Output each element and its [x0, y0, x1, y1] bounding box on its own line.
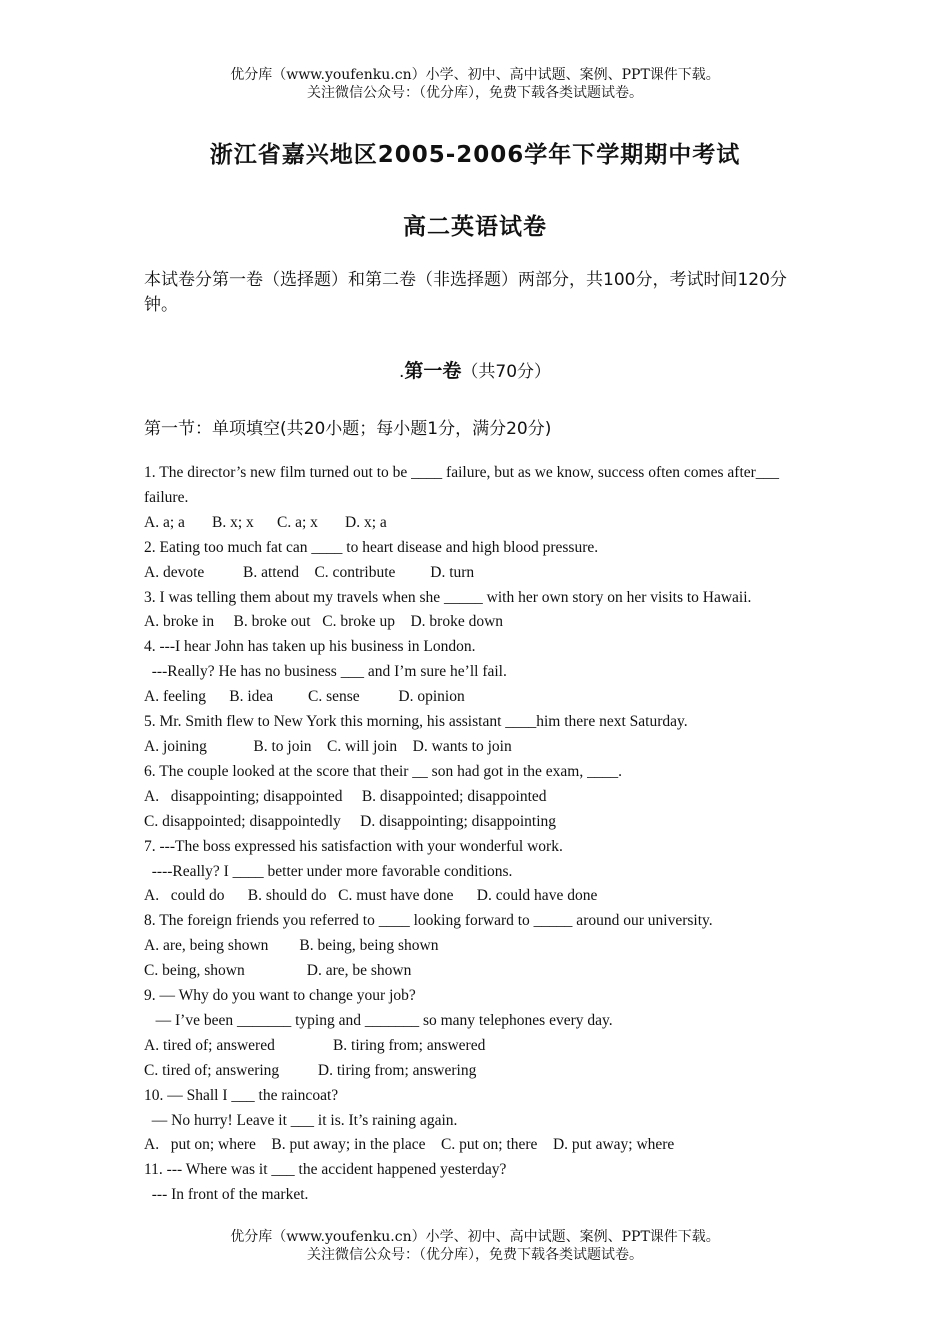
page-footer: [0, 1228, 950, 1264]
section-heading: 第一节：单项填空(共20小题；每小题1分，满分20分): [144, 419, 552, 439]
options-line: A. are, being shown B. being, being shown: [144, 937, 439, 955]
options-line: A. put on; where B. put away; in the place C. put on; there D. put away; where: [144, 1136, 675, 1154]
page-header: [0, 66, 950, 102]
options-line: A. broke in B. broke out C. broke up D. broke down: [144, 613, 504, 631]
question-line: 6. The couple looked at the score that their __ son had got in the exam, ____.: [144, 762, 622, 780]
question-line: — No hurry! Leave it ___ it is. It’s raining again.: [144, 1111, 458, 1129]
header-line-1: 优分库（www.youfenku.cn）小学、初中、高中试题、案例、PPT课件下载。: [230, 67, 720, 83]
part-heading: [0, 356, 950, 383]
footer-line-2: 关注微信公众号：（优分库），免费下载各类试题试卷。: [307, 1247, 643, 1263]
options-line: A. devote B. attend C. contribute D. turn: [144, 563, 475, 581]
question-line: 11. --- Where was it ___ the accident happened yesterday?: [144, 1161, 507, 1179]
question-list: [144, 461, 814, 1208]
exam-subtitle: 高二英语试卷: [403, 214, 547, 240]
question-line: 3. I was telling them about my travels when she _____ with her own story on her visits to Hawaii.: [144, 588, 752, 606]
question-line: 2. Eating too much fat can ____ to heart disease and high blood pressure.: [144, 538, 599, 556]
question-line: 7. ---The boss expressed his satisfaction with your wonderful work.: [144, 837, 563, 855]
options-line: A. disappointing; disappointed B. disappointed; disappointed: [144, 787, 547, 805]
options-line: C. disappointed; disappointedly D. disappointing; disappointing: [144, 812, 557, 830]
options-line: C. being, shown D. are, be shown: [144, 962, 412, 980]
question-line: --- In front of the market.: [144, 1186, 309, 1204]
question-line: ---Really? He has no business ___ and I’m sure he’ll fail.: [144, 663, 507, 681]
question-line: 8. The foreign friends you referred to ____ looking forward to _____ around our university.: [144, 912, 713, 930]
question-line: ----Really? I ____ better under more favorable conditions.: [144, 862, 513, 880]
options-line: A. joining B. to join C. will join D. wants to join: [144, 737, 512, 755]
options-line: C. tired of; answering D. tiring from; answering: [144, 1061, 477, 1079]
part-name: 第一卷: [404, 360, 462, 382]
question-line: 5. Mr. Smith flew to New York this morning, his assistant ____him there next Saturday.: [144, 713, 688, 731]
header-line-2: 关注微信公众号：（优分库），免费下载各类试题试卷。: [307, 85, 643, 101]
question-line: 9. — Why do you want to change your job?: [144, 987, 416, 1005]
exam-title: 浙江省嘉兴地区2005-2006学年下学期期中考试: [209, 142, 741, 168]
options-line: A. tired of; answered B. tiring from; answered: [144, 1036, 486, 1054]
exam-intro: 本试卷分第一卷（选择题）和第二卷（非选择题）两部分，共100分，考试时间120分钟。: [144, 270, 787, 315]
question-line: 10. — Shall I ___ the raincoat?: [144, 1086, 339, 1104]
footer-line-1: 优分库（www.youfenku.cn）小学、初中、高中试题、案例、PPT课件下载。: [230, 1229, 720, 1245]
part-prefix: .: [398, 362, 405, 382]
options-line: A. a; a B. x; x C. a; x D. x; a: [144, 513, 387, 531]
question-line: 1. The director’s new film turned out to be ____ failure, but as we know, success often comes after___ failure.: [144, 464, 780, 506]
question-line: — I’ve been _______ typing and _______ so many telephones every day.: [144, 1011, 613, 1029]
part-score: （共70分）: [461, 362, 552, 382]
options-line: A. could do B. should do C. must have done D. could have done: [144, 887, 598, 905]
question-line: 4. ---I hear John has taken up his business in London.: [144, 638, 476, 656]
options-line: A. feeling B. idea C. sense D. opinion: [144, 688, 465, 706]
